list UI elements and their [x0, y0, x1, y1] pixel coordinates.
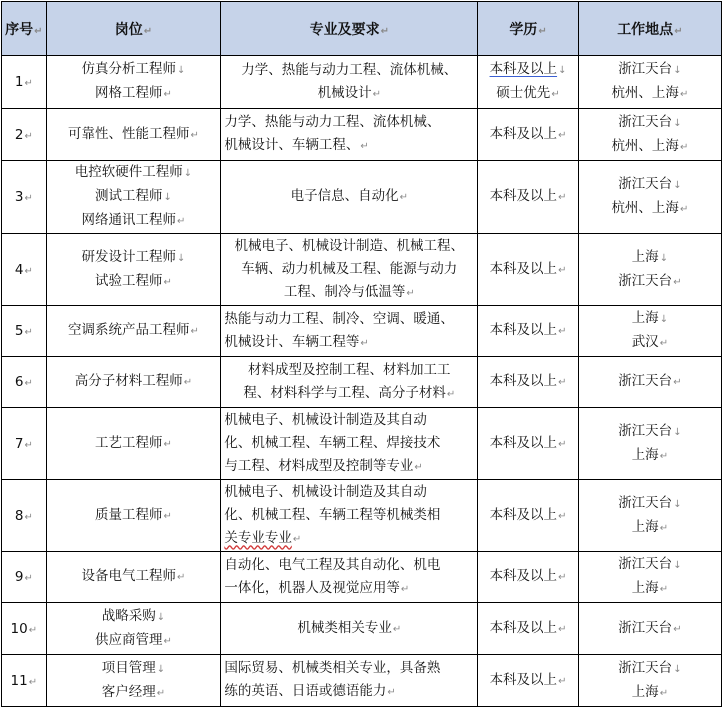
table-row: [2, 234, 722, 306]
paragraph-mark: ↵: [659, 584, 669, 595]
cell-line: [582, 370, 718, 394]
paragraph-mark: ↓: [659, 314, 669, 325]
cell-text: 本科及以上: [489, 61, 558, 77]
cell-line: [224, 134, 474, 158]
cell-requirements: [221, 552, 478, 603]
cell-requirements: [221, 109, 478, 161]
cell-line: [481, 669, 575, 693]
paragraph-mark: ↵: [24, 511, 33, 523]
paragraph-mark: ↵: [24, 327, 33, 338]
cell-line: [224, 281, 474, 305]
cell-text: 浙江天台: [618, 659, 673, 676]
cell-line: [50, 370, 218, 394]
cell-line: [582, 197, 718, 221]
cell-line: [481, 58, 575, 82]
paragraph-mark: ↵: [24, 193, 33, 204]
cell-text: 浙江天台: [618, 176, 673, 192]
cell-line: [582, 246, 718, 270]
cell-text: 化、机械工程、车辆工程等机械类相: [224, 506, 441, 523]
cell-requirements: [221, 408, 478, 480]
cell-text: 本科及以上: [489, 322, 558, 338]
cell-text: 电控软硬件工程师: [74, 164, 183, 180]
cell-text: 本科及以上: [489, 671, 558, 688]
cell-text: 力学、热能与动力工程、流体机械、: [241, 61, 458, 78]
row-number: 2: [14, 126, 24, 143]
cell-education: [478, 234, 579, 306]
paragraph-mark: ↵: [558, 129, 567, 141]
cell-line: [582, 307, 718, 331]
cell-no: [2, 161, 47, 234]
cell-no: [2, 552, 47, 603]
table-row: [2, 109, 722, 161]
paragraph-mark: ↓: [673, 65, 682, 76]
paragraph-mark: ↵: [558, 326, 567, 337]
cell-text: 可靠性、性能工程师: [68, 125, 190, 142]
cell-line: [224, 680, 474, 704]
cell-line: [481, 185, 575, 209]
paragraph-mark: ↓: [177, 65, 186, 76]
cell-text: 本科及以上: [489, 125, 558, 142]
cell-education: [478, 603, 579, 655]
paragraph-mark: ↵: [679, 204, 689, 215]
cell-line: [582, 173, 718, 197]
cell-text: 浙江天台: [618, 494, 673, 511]
table-row: [2, 603, 722, 655]
cell-location: [578, 56, 721, 109]
cell-requirements: [221, 234, 478, 306]
cell-line: [224, 481, 474, 504]
cell-position: [46, 552, 221, 603]
cell-text: 国际贸易、机械类相关专业，具备熟: [224, 660, 441, 676]
paragraph-mark: ↵: [24, 573, 33, 584]
cell-text: 机械设计、车辆工程、: [224, 137, 360, 153]
cell-line: [50, 504, 218, 528]
paragraph-mark: ↵: [163, 276, 172, 288]
cell-education: [478, 552, 579, 603]
cell-position: [46, 56, 221, 109]
cell-text: 高分子材料工程师: [74, 373, 183, 389]
paragraph-mark: ↵: [24, 439, 33, 451]
cell-line: [50, 319, 218, 343]
cell-line: [582, 58, 718, 82]
cell-line: [50, 605, 218, 629]
paragraph-mark: ↵: [177, 216, 186, 227]
cell-text: 机械设计: [317, 84, 372, 101]
cell-text: 质量工程师: [95, 506, 163, 523]
cell-location: [578, 109, 721, 161]
cell-text: 本科及以上: [489, 188, 558, 204]
paragraph-mark: ↓: [659, 252, 669, 264]
cell-line: [582, 111, 718, 135]
cell-text: 武汉: [631, 334, 659, 350]
cell-text: 一体化，机器人及视觉应用等: [224, 579, 400, 596]
paragraph-mark: ↵: [673, 623, 682, 635]
cell-text: 车辆、动力机械及工程、能源与动力: [241, 260, 458, 277]
paragraph-mark: ↵: [24, 130, 33, 142]
cell-line: [224, 308, 474, 331]
cell-line: [582, 331, 718, 355]
cell-line: [224, 617, 474, 641]
cell-line: [50, 123, 218, 147]
cell-location: [578, 480, 721, 552]
cell-line: [50, 657, 218, 681]
paragraph-mark: ↵: [156, 687, 166, 699]
paragraph-mark: ↵: [372, 88, 381, 100]
table-row: [2, 357, 722, 408]
cell-text: 上海: [631, 580, 659, 596]
cell-line: [481, 123, 575, 147]
job-requirements-table: [1, 1, 722, 707]
cell-text: 浙江天台: [618, 272, 673, 289]
cell-text: 本科及以上: [489, 619, 558, 636]
paragraph-mark: ↓: [156, 663, 166, 675]
cell-text: 网格工程师: [95, 85, 163, 101]
cell-text: 浙江天台: [618, 556, 673, 572]
paragraph-mark: ↓: [673, 426, 682, 438]
paragraph-mark: ↵: [659, 687, 669, 699]
table-row: [2, 161, 722, 234]
cell-no: [2, 306, 47, 357]
paragraph-mark: ↵: [190, 129, 199, 141]
cell-position: [46, 161, 221, 234]
cell-line: [582, 420, 718, 444]
table-row: [2, 306, 722, 357]
cell-text: 杭州、上海: [611, 200, 679, 216]
cell-line: [224, 577, 474, 601]
cell-text: 客户经理: [101, 683, 156, 700]
cell-line: [50, 432, 218, 456]
paragraph-mark: ↵: [24, 378, 33, 389]
paragraph-mark: ↵: [558, 264, 567, 276]
paragraph-mark: ↓: [558, 65, 567, 76]
cell-text: 项目管理: [101, 659, 156, 676]
cell-no: [2, 655, 47, 707]
paragraph-mark: ↵: [558, 438, 567, 450]
paragraph-mark: ↵: [360, 337, 369, 349]
cell-line: [50, 209, 218, 233]
cell-text: 供应商管理: [95, 631, 163, 648]
cell-text: 测试工程师: [95, 188, 163, 204]
paragraph-mark: ↵: [558, 510, 567, 522]
cell-line: [481, 82, 575, 106]
header-no: 序号↵: [2, 2, 47, 56]
paragraph-mark: ↵: [673, 276, 682, 288]
row-number: 4: [14, 261, 24, 278]
cell-line: [224, 331, 474, 355]
cell-text: 练的英语、日语或德语能力: [224, 683, 387, 699]
cell-requirements: [221, 306, 478, 357]
cell-line: [582, 492, 718, 516]
header-location: 工作地点↵: [578, 2, 721, 56]
cell-location: [578, 655, 721, 707]
cell-text: 网络通讯工程师: [81, 212, 177, 228]
cell-position: [46, 655, 221, 707]
row-number: 9: [14, 569, 24, 585]
cell-line: [50, 270, 218, 294]
cell-line: [224, 111, 474, 134]
cell-line: [481, 319, 575, 343]
cell-position: [46, 306, 221, 357]
cell-text: 上海: [631, 446, 659, 463]
cell-text: 与工程、材料成型及控制等专业: [224, 457, 414, 474]
cell-requirements: [221, 603, 478, 655]
paragraph-mark: ↵: [400, 583, 410, 595]
cell-text: 浙江天台: [618, 61, 673, 77]
cell-text: 上海: [631, 518, 659, 535]
cell-location: [578, 234, 721, 306]
cell-line: [50, 161, 218, 185]
cell-education: [478, 357, 579, 408]
paragraph-mark: ↵: [558, 675, 567, 687]
paragraph-mark: ↓: [673, 180, 682, 191]
paragraph-mark: ↵: [679, 89, 689, 100]
paragraph-mark: ↵: [558, 623, 567, 635]
cell-no: [2, 357, 47, 408]
cell-position: [46, 408, 221, 480]
cell-text: 关专业专业: [224, 529, 292, 546]
paragraph-mark: ↵: [163, 89, 172, 100]
cell-position: [46, 480, 221, 552]
cell-text: 浙江天台: [618, 113, 673, 130]
paragraph-mark: ↵: [558, 572, 567, 583]
cell-text: 工艺工程师: [95, 434, 163, 451]
paragraph-mark: ↓: [673, 663, 682, 675]
cell-education: [478, 408, 579, 480]
paragraph-mark: ↵: [659, 338, 669, 349]
cell-line: [224, 235, 474, 258]
paragraph-mark: ↵: [292, 533, 302, 545]
cell-line: [224, 258, 474, 281]
cell-line: [582, 444, 718, 468]
cell-line: [481, 432, 575, 456]
cell-text: 研发设计工程师: [81, 248, 177, 265]
cell-line: [481, 617, 575, 641]
cell-text: 工程、制冷与低温等: [283, 283, 406, 300]
paragraph-mark: ↵: [679, 141, 689, 153]
paragraph-mark: ↓: [163, 192, 172, 203]
table-row: [2, 552, 722, 603]
paragraph-mark: ↵: [163, 635, 172, 647]
paragraph-mark: ↵: [177, 572, 186, 583]
row-number: 11: [10, 672, 28, 689]
cell-requirements: [221, 357, 478, 408]
cell-line: [481, 258, 575, 282]
cell-no: [2, 56, 47, 109]
cell-education: [478, 161, 579, 234]
row-number: 6: [14, 374, 24, 390]
cell-line: [224, 554, 474, 577]
paragraph-mark: ↓: [183, 168, 193, 179]
paragraph-mark: ↵: [414, 461, 423, 473]
cell-location: [578, 552, 721, 603]
paragraph-mark: ↓: [673, 498, 682, 510]
cell-requirements: [221, 480, 478, 552]
cell-text: 本科及以上: [489, 373, 558, 389]
paragraph-mark: ↵: [392, 623, 402, 635]
row-number: 1: [14, 74, 24, 90]
cell-line: [224, 359, 474, 382]
cell-line: [582, 82, 718, 106]
paragraph-mark: ↵: [406, 287, 415, 299]
cell-line: [582, 657, 718, 681]
paragraph-mark: ↵: [190, 326, 199, 337]
cell-text: 仿真分析工程师: [81, 61, 177, 77]
cell-text: 电子信息、自动化: [290, 188, 399, 204]
paragraph-mark: ↵: [163, 510, 172, 522]
cell-text: 浙江天台: [618, 619, 673, 636]
paragraph-mark: ↵: [659, 522, 669, 534]
cell-text: 杭州、上海: [611, 137, 679, 154]
cell-education: [478, 306, 579, 357]
cell-text: 本科及以上: [489, 260, 558, 277]
paragraph-mark: ↵: [28, 624, 38, 636]
cell-text: 空调系统产品工程师: [68, 322, 190, 338]
cell-text: 材料成型及控制工程、材料加工工: [248, 361, 451, 378]
cell-line: [224, 657, 474, 680]
paragraph-mark: ↵: [558, 192, 567, 203]
cell-text: 设备电气工程师: [81, 568, 177, 584]
cell-line: [582, 516, 718, 540]
row-number: 3: [14, 189, 24, 205]
cell-text: 本科及以上: [489, 568, 558, 584]
cell-no: [2, 234, 47, 306]
row-number: 8: [14, 507, 24, 524]
cell-line: [582, 577, 718, 601]
cell-text: 机械电子、机械设计制造及其自动: [224, 483, 427, 500]
paragraph-mark: ↵: [551, 89, 560, 100]
paragraph-mark: ↵: [163, 438, 172, 450]
row-number: 5: [14, 323, 24, 339]
cell-line: [224, 432, 474, 455]
paragraph-mark: ↵: [558, 377, 567, 388]
paragraph-mark: ↓: [673, 560, 682, 571]
paragraph-mark: ↵: [673, 377, 682, 388]
cell-text: 战略采购: [101, 607, 156, 624]
cell-requirements: [221, 56, 478, 109]
cell-education: [478, 480, 579, 552]
paragraph-mark: ↵: [24, 265, 33, 277]
cell-location: [578, 357, 721, 408]
cell-line: [50, 58, 218, 82]
table-row: [2, 408, 722, 480]
cell-line: [224, 185, 474, 209]
paragraph-mark: ↵: [387, 687, 396, 698]
cell-line: [481, 565, 575, 589]
cell-text: 本科及以上: [489, 434, 558, 451]
cell-line: [224, 59, 474, 82]
cell-education: [478, 56, 579, 109]
paragraph-mark: ↵: [399, 192, 408, 203]
cell-line: [50, 565, 218, 589]
cell-education: [478, 655, 579, 707]
cell-text: 机械类相关专业: [297, 619, 392, 636]
cell-line: [224, 527, 474, 551]
cell-text: 硕士优先: [496, 85, 551, 101]
row-number: 7: [14, 435, 24, 452]
cell-education: [478, 109, 579, 161]
cell-line: [224, 455, 474, 479]
cell-line: [582, 553, 718, 577]
cell-text: 机械电子、机械设计制造、机械工程、: [234, 237, 465, 254]
cell-no: [2, 408, 47, 480]
cell-line: [582, 135, 718, 159]
cell-no: [2, 603, 47, 655]
cell-text: 杭州、上海: [611, 85, 679, 101]
cell-line: [582, 681, 718, 705]
cell-line: [50, 681, 218, 705]
cell-position: [46, 234, 221, 306]
cell-line: [481, 504, 575, 528]
cell-position: [46, 109, 221, 161]
row-number: 10: [10, 620, 28, 637]
cell-requirements: [221, 655, 478, 707]
cell-location: [578, 408, 721, 480]
cell-location: [578, 306, 721, 357]
cell-position: [46, 357, 221, 408]
cell-text: 力学、热能与动力工程、流体机械、: [224, 114, 441, 130]
cell-line: [50, 629, 218, 653]
cell-requirements: [221, 161, 478, 234]
cell-line: [224, 409, 474, 432]
table-row: [2, 56, 722, 109]
paragraph-mark: ↓: [156, 611, 166, 623]
cell-location: [578, 161, 721, 234]
header-row: [2, 2, 722, 56]
cell-line: [50, 185, 218, 209]
cell-text: 机械设计、车辆工程等: [224, 333, 360, 350]
header-requirements: 专业及要求↵: [221, 2, 478, 56]
cell-text: 化、机械工程、车辆工程、焊接技术: [224, 434, 441, 451]
cell-text: 试验工程师: [95, 272, 163, 289]
cell-text: 程、材料科学与工程、高分子材料: [243, 384, 446, 401]
paragraph-mark: ↓: [177, 252, 186, 264]
paragraph-mark: ↓: [673, 117, 682, 129]
cell-line: [224, 504, 474, 527]
table-row: [2, 480, 722, 552]
cell-text: 自动化、电气工程及其自动化、机电: [224, 556, 441, 573]
paragraph-mark: ↵: [183, 377, 193, 388]
cell-line: [224, 382, 474, 406]
cell-text: 上海: [631, 248, 659, 265]
cell-no: [2, 480, 47, 552]
paragraph-mark: ↵: [446, 388, 456, 400]
header-position: 岗位↵: [46, 2, 221, 56]
paragraph-mark: ↵: [659, 450, 669, 462]
cell-line: [582, 617, 718, 641]
cell-line: [224, 82, 474, 106]
cell-line: [50, 246, 218, 270]
cell-position: [46, 603, 221, 655]
cell-text: 浙江天台: [618, 422, 673, 439]
cell-text: 机械电子、机械设计制造及其自动: [224, 411, 427, 428]
paragraph-mark: ↵: [360, 141, 369, 152]
table-row: [2, 655, 722, 707]
header-education: 学历↵: [478, 2, 579, 56]
cell-text: 上海: [631, 683, 659, 700]
cell-text: 浙江天台: [618, 373, 673, 389]
cell-no: [2, 109, 47, 161]
cell-text: 热能与动力工程、制冷、空调、暖通、: [224, 310, 454, 327]
cell-line: [481, 370, 575, 394]
paragraph-mark: ↵: [24, 78, 33, 89]
cell-line: [50, 82, 218, 106]
cell-line: [582, 270, 718, 294]
paragraph-mark: ↵: [28, 676, 38, 688]
cell-text: 上海: [631, 310, 659, 326]
cell-location: [578, 603, 721, 655]
cell-text: 本科及以上: [489, 506, 558, 523]
